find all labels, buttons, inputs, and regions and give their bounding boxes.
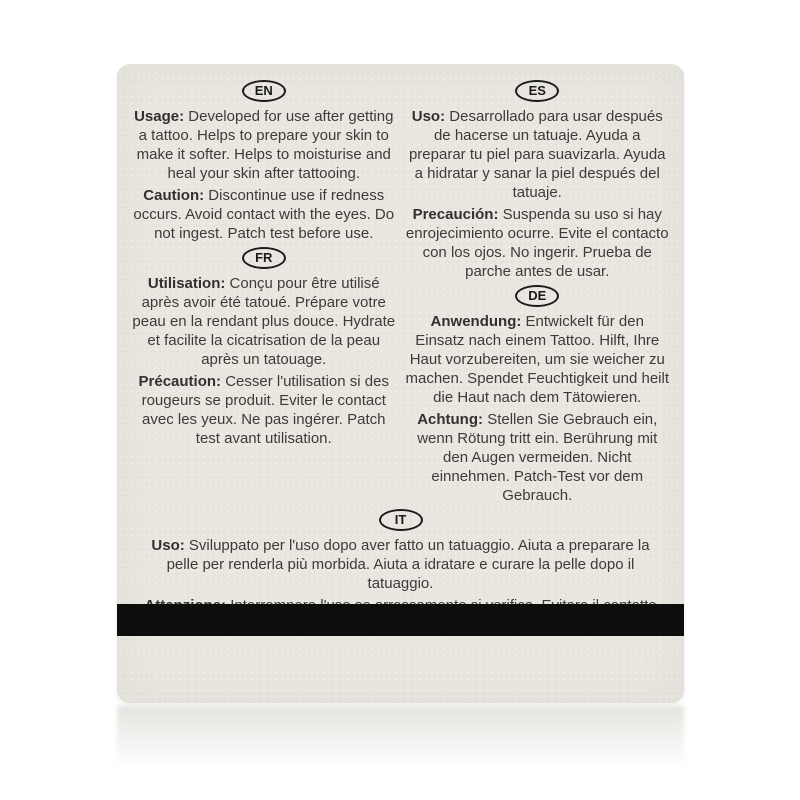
- usage-label-it: Uso:: [151, 537, 185, 554]
- caution-text-en: Discontinue use if redness occurs. Avoid contact with the eyes. Do not ingest. Patch test before use.: [133, 187, 395, 242]
- language-badge-de: DE: [515, 285, 559, 307]
- usage-label-en: Usage:: [134, 108, 185, 125]
- caution-text-es: Suspenda su uso si hay enrojecimiento ocurre. Evite el contacto con los ojos. No ingerir. Prueba de parche antes de usar.: [405, 206, 669, 280]
- two-column-area: [127, 80, 674, 509]
- usage-label-de: Anwendung:: [430, 313, 522, 330]
- caution-paragraph-es: [405, 205, 671, 281]
- caution-label-de: Achtung:: [417, 411, 484, 428]
- label-reflection: [117, 706, 684, 794]
- usage-paragraph-fr: [131, 274, 397, 369]
- caution-label-en: Caution:: [143, 187, 205, 204]
- black-band: [117, 604, 684, 636]
- left-column: [127, 80, 401, 509]
- caution-label-es: Precaución:: [412, 206, 499, 223]
- caution-paragraph-de: [405, 410, 671, 505]
- section-de: [405, 285, 671, 505]
- usage-text-it: Sviluppato per l'uso dopo aver fatto un tatuaggio. Aiuta a preparare la pelle per renderla più morbida. Aiuta a idratare e curare la pelle dopo il tatuaggio.: [166, 537, 650, 592]
- section-es: [405, 80, 671, 281]
- badge-row-it: [127, 509, 674, 533]
- caution-paragraph-en: [131, 186, 397, 243]
- right-column: [401, 80, 675, 509]
- caution-label-fr: Précaution:: [138, 373, 222, 390]
- usage-label-fr: Utilisation:: [147, 275, 226, 292]
- usage-paragraph-es: [405, 107, 671, 202]
- usage-text-de: Entwickelt für den Einsatz nach einem Tattoo. Hilft, Ihre Haut vorzubereiten, um sie weicher zu machen. Spendet Feuchtigkeit und heilt die Haut nach dem Tätowieren.: [405, 313, 669, 406]
- badge-row-de: [405, 285, 671, 309]
- usage-text-es: Desarrollado para usar después de hacerse un tatuaje. Ayuda a preparar tu piel para suavizarla. Ayuda a hidratar y sanar la piel después del tatuaje.: [408, 108, 666, 201]
- caution-paragraph-fr: [131, 372, 397, 448]
- section-fr: [131, 247, 397, 448]
- badge-row-fr: [131, 247, 397, 271]
- language-badge-en: EN: [242, 80, 286, 102]
- label-content: [117, 64, 684, 634]
- usage-label-es: Uso:: [411, 108, 446, 125]
- usage-paragraph-en: [131, 107, 397, 183]
- badge-row-es: [405, 80, 671, 104]
- badge-row-en: [131, 80, 397, 104]
- usage-paragraph-de: [405, 312, 671, 407]
- usage-paragraph-it: [135, 536, 667, 593]
- section-en: [131, 80, 397, 243]
- usage-text-fr: Conçu pour être utilisé après avoir été tatoué. Prépare votre peau en la rendant plus douce. Hydrate et facilite la cicatrisation de la peau après un tatouage.: [132, 275, 396, 368]
- language-badge-it: IT: [379, 509, 423, 531]
- caution-text-fr: Cesser l'utilisation si des rougeurs se produit. Eviter le contact avec les yeux. Ne pas ingérer. Patch test avant utilisation.: [141, 373, 389, 447]
- language-badge-es: ES: [515, 80, 559, 102]
- language-badge-fr: FR: [242, 247, 286, 269]
- caution-text-de: Stellen Sie Gebrauch ein, wenn Rötung tritt ein. Berührung mit den Augen vermeiden. Nicht einnehmen. Patch-Test vor dem Gebrauch.: [417, 411, 658, 504]
- label-panel: [117, 64, 684, 703]
- usage-text-en: Developed for use after getting a tattoo. Helps to prepare your skin to make it softer. Helps to moisturise and heal your skin after tattooing.: [136, 108, 394, 182]
